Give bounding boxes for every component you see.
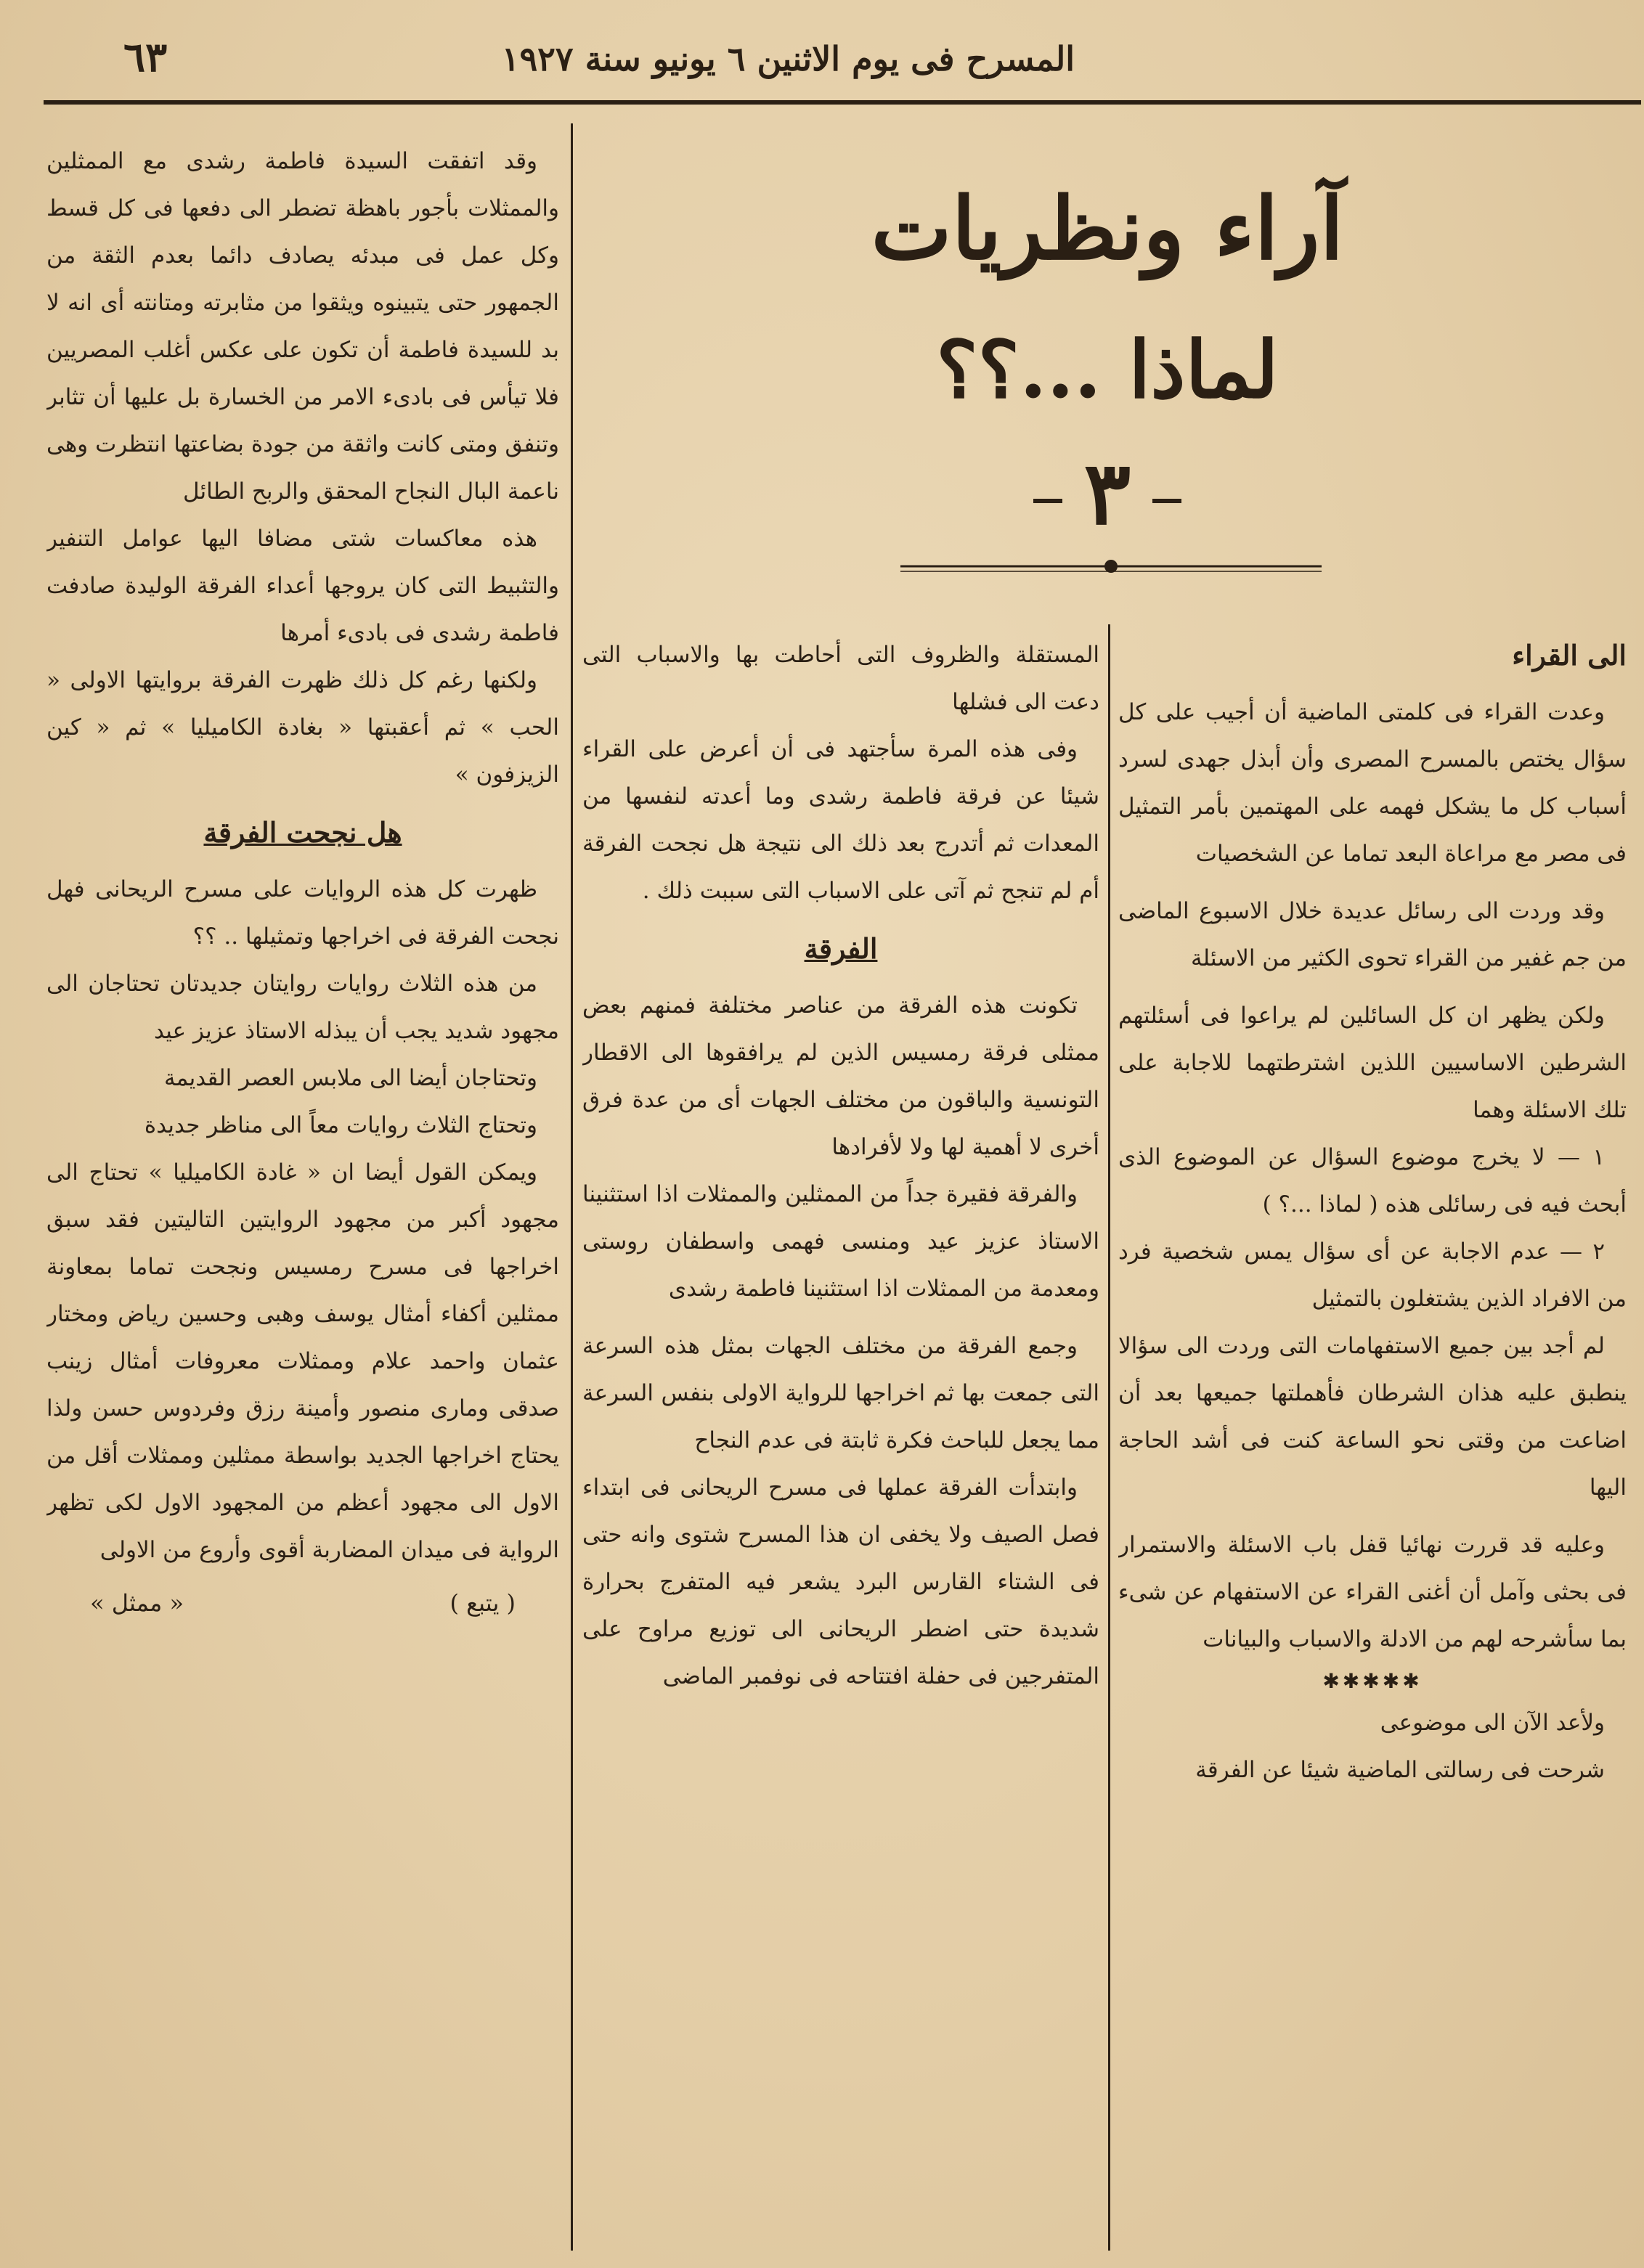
left-column: [46, 138, 559, 2251]
right-paragraph: وقد وردت الى رسائل عديدة خلال الاسبوع الماضى من جم غفير من القراء تحوى الكثير من الاسئلة: [1118, 898, 1627, 971]
header-rule: [44, 100, 1641, 105]
left-paragraph: وتحتاجان أيضا الى ملابس العصر القديمة: [164, 1065, 537, 1091]
column-divider-left: [571, 123, 573, 2251]
left-paragraph: ظهرت كل هذه الروايات على مسرح الريحانى فهل نجحت الفرقة فى اخراجها وتمثيلها .. ؟؟: [46, 876, 559, 950]
right-paragraph: ولكن يظهر ان كل السائلين لم يراعوا فى أسئلتهم الشرطين الاساسيين اللذين اشترطتهما للاجابة على تلك الاسئلة وهما: [1118, 1003, 1627, 1123]
left-paragraph: هذه معاكسات شتى مضافا اليها عوامل التنفير والتثبيط التى كان يروجها أعداء الفرقة الوليدة صادفت فاطمة رشدى فى بادىء أمرها: [46, 526, 559, 646]
left-paragraph: وتحتاج الثلاث روايات معاً الى مناظر جديدة: [144, 1112, 537, 1138]
middle-column: [582, 632, 1099, 2251]
feature-subtitle: لماذا ...؟؟: [936, 325, 1279, 416]
page-number: ٦٣: [123, 33, 168, 81]
right-paragraph: وعليه قد قررت نهائيا قفل باب الاسئلة والاستمرار فى بحثى وآمل أن أغنى القراء عن الاستفهام عن شىء بما سأشرحه لهم من الادلة والاسباب والبيانات: [1118, 1532, 1627, 1652]
feature-title: آراء ونظريات: [871, 178, 1344, 279]
column-divider-right: [1108, 624, 1110, 2251]
right-paragraph: ١ — لا يخرج موضوع السؤال عن الموضوع الذى أبحث فيه فى رسائلى هذه ( لماذا ...؟ ): [1118, 1144, 1627, 1217]
continued-note: ( يتبع ): [449, 1589, 516, 1617]
left-paragraph: ولكنها رغم كل ذلك ظهرت الفرقة بروايتها الاولى « الحب » ثم أعقبتها « بغادة الكاميليا » ثم « كين الزيزفون »: [46, 667, 559, 788]
right-paragraph: لم أجد بين جميع الاستفهامات التى وردت الى سؤالا ينطبق عليه هذان الشرطان فأهملتها جميعها بعد أن اضاعت من وقتى نحو الساعة كنت فى أشد الحاجة اليها: [1118, 1333, 1627, 1501]
part-number-text: ٣: [1083, 442, 1131, 544]
left-column-heading: هل نجحت الفرقة: [203, 816, 402, 849]
middle-paragraph: المستقلة والظروف التى أحاطت بها والاسباب التى دعت الى فشلها: [582, 642, 1099, 715]
middle-paragraph: وفى هذه المرة سأجتهد فى أن أعرض على القراء شيئا عن فرقة فاطمة رشدى وما أعدته لنفسها من المعدات ثم أتدرج بعد ذلك الى نتيجة هل نجحت الفرقة أم لم تنجح ثم آتى على الاسباب التى سببت ذلك .: [582, 736, 1099, 904]
left-paragraph: وقد اتفقت السيدة فاطمة رشدى مع الممثلين والممثلات بأجور باهظة تضطر الى دفعها فى كل قسط وكل عمل فى مبدئه يصادف دائما بعدم الثقة من الجمهور حتى يتبينوه ويثقوا من مثابرته ومتانته أى انه لا بد للسيدة فاطمة أن تكون على عكس أغلب المصريين فلا تيأس فى بادىء الامر من الخسارة بل عليها أن تثابر وتنفق ومتى كانت واثقة من جودة بضاعتها انتظرت وهى ناعمة البال النجاح المحقق والربح الطائل: [46, 148, 559, 505]
header-title: المسرح فى يوم الاثنين ٦ يونيو سنة ١٩٢٧: [501, 39, 1075, 78]
middle-column-heading: الفرقة: [804, 932, 878, 965]
banner-ornament-rule: [900, 552, 1322, 581]
article-footer: [46, 1580, 559, 1627]
middle-paragraph: وجمع الفرقة من مختلف الجهات بمثل هذه السرعة التى جمعت بها ثم اخراجها للرواية الاولى بنفس السرعة مما يجعل للباحث فكرة ثابتة فى عدم النجاح: [582, 1333, 1099, 1453]
feature-part-number: [581, 443, 1634, 544]
feature-banner: [581, 174, 1634, 544]
middle-paragraph: وابتدأت الفرقة عملها فى مسرح الريحانى فى ابتداء فصل الصيف ولا يخفى ان هذا المسرح شتوى وانه حتى فى الشتاء القارس البرد يشعر فيه المتفرج بحرارة شديدة حتى اضطر الريحانى الى توزيع مراوح على المتفرجين فى حفلة افتتاحه فى نوفمبر الماضى: [582, 1474, 1099, 1689]
page-header: [44, 29, 1612, 102]
author-signature: « ممثل »: [90, 1589, 184, 1617]
left-paragraph: ويمكن القول أيضا ان « غادة الكاميليا » تحتاج الى مجهود أكبر من مجهود الروايتين التاليتين فقد سبق اخراجها فى مسرح رمسيس ونجحت تماما بمعاونة ممثلين أكفاء أمثال يوسف وهبى وحسين رياض ومختار عثمان واحمد علام وممثلات معروفات أمثال زينب صدقى ومارى منصور وأمينة رزق وفردوس حسن ولذا يحتاج اخراجها الجديد بواسطة ممثلين وممثلات أقل من الاول الى مجهود أعظم من المجهود الاول لكى تظهر الرواية فى ميدان المضاربة أقوى وأروع من الاولى: [46, 1159, 559, 1563]
middle-paragraph: تكونت هذه الفرقة من عناصر مختلفة فمنهم بعض ممثلى فرقة رمسيس الذين لم يرافقوها الى الاقطار التونسية والباقون من مختلف الجهات أى من عدة فرق أخرى لا أهمية لها ولا لأفرادها: [582, 992, 1099, 1160]
right-column-heading: الى القراء: [1512, 639, 1627, 672]
middle-paragraph: والفرقة فقيرة جداً من الممثلين والممثلات اذا استثنينا الاستاذ عزيز عيد ومنسى فهمى واسطفان روستى ومعدمة من الممثلات اذا استثنينا فاطمة رشدى: [582, 1181, 1099, 1302]
section-stars: ✱✱✱✱✱: [1322, 1669, 1423, 1693]
right-column: [1118, 632, 1627, 2251]
right-paragraph: شرحت فى رسالتى الماضية شيئا عن الفرقة: [1195, 1757, 1605, 1783]
right-paragraph: ولأعد الآن الى موضوعى: [1380, 1710, 1605, 1736]
right-paragraph: ٢ — عدم الاجابة عن أى سؤال يمس شخصية فرد من الافراد الذين يشتغلون بالتمثيل: [1118, 1239, 1627, 1312]
left-paragraph: من هذه الثلاث روايات روايتان جديدتان تحتاجان الى مجهود شديد يجب أن يبذله الاستاذ عزيز عيد: [46, 971, 559, 1044]
right-paragraph: وعدت القراء فى كلمتى الماضية أن أجيب على كل سؤال يختص بالمسرح المصرى وأن أبذل جهدى لسرد أسباب كل ما يشكل فهمه على المهتمين بأمر التمثيل فى مصر مع مراعاة البعد تماما عن الشخصيات: [1118, 699, 1627, 867]
